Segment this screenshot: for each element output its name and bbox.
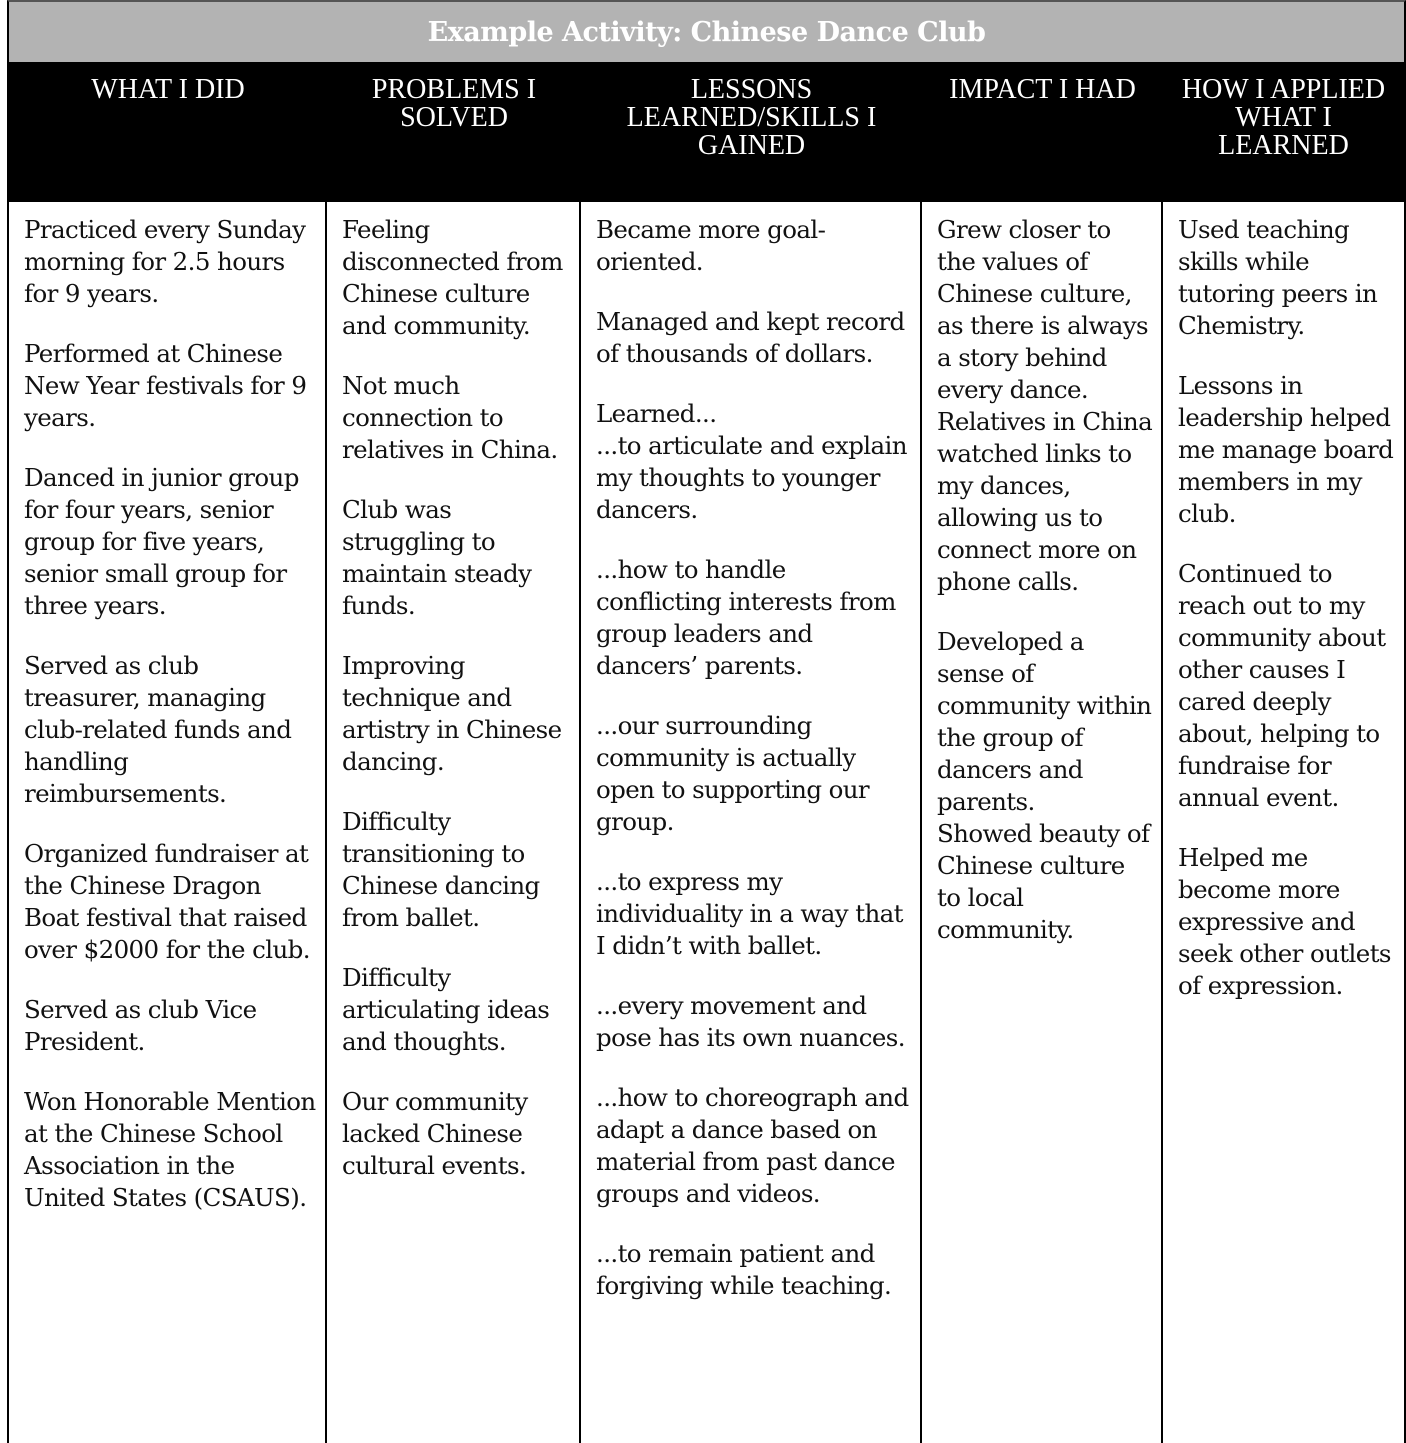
list-item: Learned... — [596, 399, 717, 428]
list-item: ...our surrounding community is actually open to supporting our group. — [596, 711, 870, 836]
list-item: Became more goal-oriented. — [596, 215, 826, 276]
list-item: Relatives in China watched links to my dances, allowing us to connect more on phone calls. — [937, 407, 1153, 596]
cell-lessons-learned — [581, 202, 922, 1443]
header-impact: IMPACT I HAD — [949, 74, 1136, 105]
body-row — [9, 202, 1404, 1443]
list-item: Used teaching skills while tutoring peers in Chemistry. — [1178, 215, 1378, 340]
list-item: ...how to choreograph and adapt a dance based on material from past dance groups and videos. — [596, 1083, 909, 1208]
list-item: Served as club treasurer, managing club-related funds and handling reimbursements. — [24, 651, 292, 808]
list-item: Improving technique and artistry in Chinese dancing. — [342, 651, 562, 776]
list-item: Club was struggling to maintain steady funds. — [342, 495, 532, 620]
list-item: Difficulty transitioning to Chinese dancing from ballet. — [342, 807, 540, 932]
activity-table — [7, 0, 1406, 1443]
list-item: Practiced every Sunday morning for 2.5 hours for 9 years. — [24, 215, 306, 308]
list-item: ...every movement and pose has its own nuances. — [596, 991, 905, 1052]
list-item: ...to express my individuality in a way that I didn’t with ballet. — [596, 867, 903, 960]
header-row — [9, 62, 1404, 202]
cell-impact — [922, 202, 1163, 1443]
list-item: Developed a sense of community within the group of dancers and parents. — [937, 627, 1152, 816]
list-item: ...to articulate and explain my thoughts to younger dancers. — [596, 431, 907, 524]
list-item: Performed at Chinese New Year festivals for 9 years. — [24, 339, 307, 432]
list-item: Showed beauty of Chinese culture to local community. — [937, 819, 1150, 944]
list-item: Served as club Vice President. — [24, 995, 257, 1056]
list-item: Danced in junior group for four years, senior group for five years, senior small group for three years. — [24, 463, 299, 620]
list-item: Grew closer to the values of Chinese culture, as there is always a story behind every dance. — [937, 215, 1148, 404]
list-item: Won Honorable Mention at the Chinese School Association in the United States (CSAUS). — [24, 1087, 316, 1212]
header-problems-solved: PROBLEMS I SOLVED — [371, 74, 537, 133]
list-item: Managed and kept record of thousands of dollars. — [596, 307, 905, 368]
list-item: Helped me become more expressive and seek other outlets of expression. — [1178, 843, 1391, 1000]
list-item: Feeling disconnected from Chinese culture and community. — [342, 215, 563, 340]
header-lessons-learned: LESSONS LEARNED/SKILLS I GAINED — [626, 74, 877, 161]
table-title: Example Activity: Chinese Dance Club — [9, 2, 1404, 62]
cell-what-i-did — [9, 202, 327, 1443]
list-item: ...to remain patient and forgiving while teaching. — [596, 1239, 892, 1300]
list-item: Organized fundraiser at the Chinese Dragon Boat festival that raised over $2000 for the club. — [24, 839, 310, 964]
header-what-i-did: WHAT I DID — [91, 74, 245, 105]
list-item: Difficulty articulating ideas and thoughts. — [342, 963, 550, 1056]
cell-how-applied — [1163, 202, 1404, 1443]
list-item: ...how to handle conflicting interests from group leaders and dancers’ parents. — [596, 555, 896, 680]
list-item: Not much connection to relatives in China. — [342, 371, 558, 464]
list-item: Our community lacked Chinese cultural events. — [342, 1087, 528, 1180]
list-item: Lessons in leadership helped me manage board members in my club. — [1178, 371, 1394, 528]
header-how-applied: HOW I APPLIED WHAT I LEARNED — [1181, 74, 1386, 161]
list-item: Continued to reach out to my community about other causes I cared deeply about, helping to fundraise for annual event. — [1178, 559, 1386, 812]
cell-problems-solved — [327, 202, 581, 1443]
